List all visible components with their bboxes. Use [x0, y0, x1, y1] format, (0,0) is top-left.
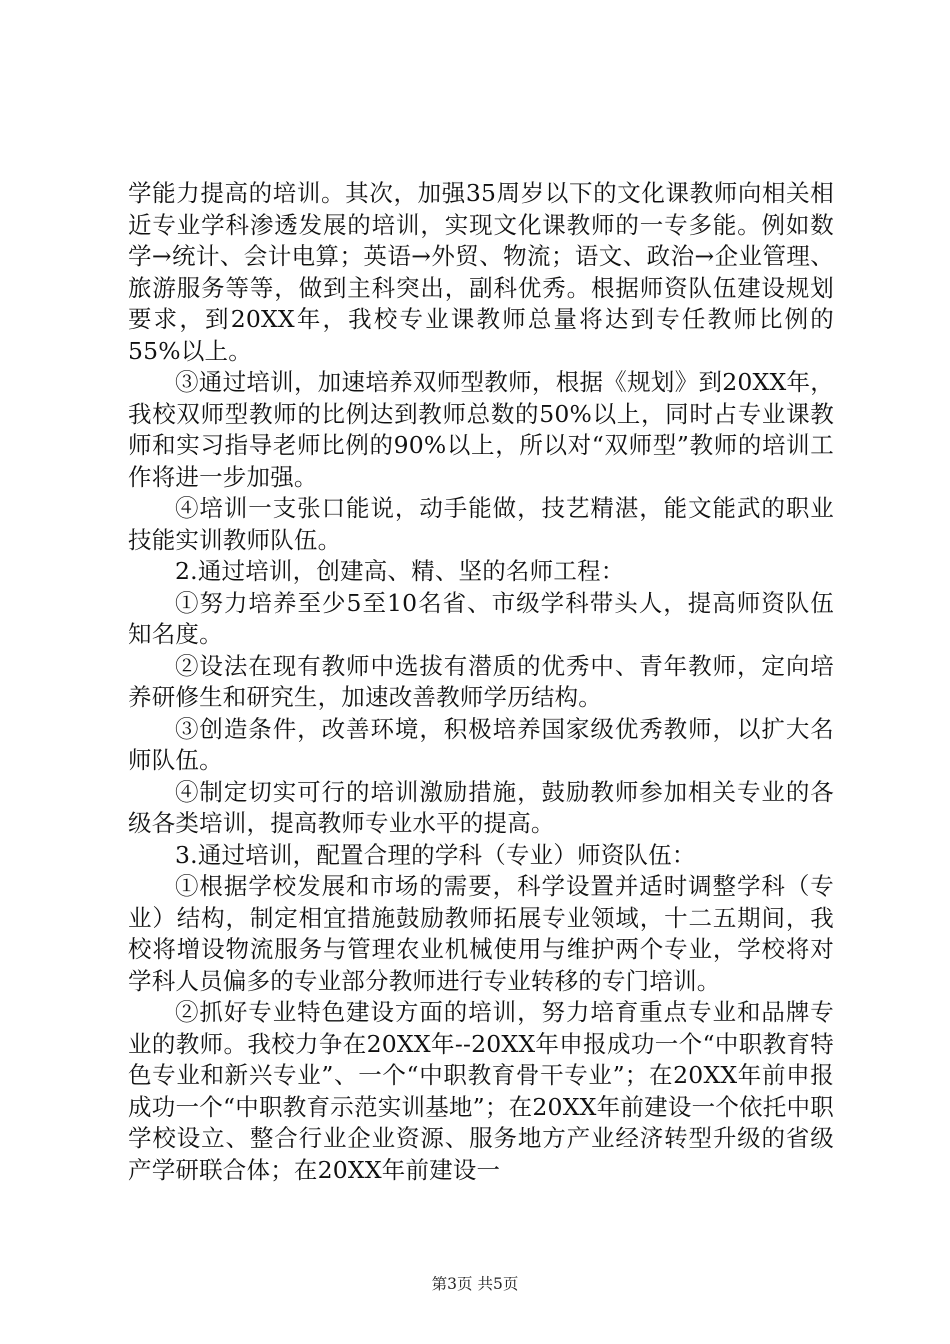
paragraph: ②抓好专业特色建设方面的培训，努力培育重点专业和品牌专业的教师。我校力争在20XX年--20XX年申报成功一个“中职教育特色专业和新兴专业”、一个“中职教育骨干专业”；在20XX年前申报成功一个“中职教育示范实训基地”；在20XX年前建设一个依托中职学校设立、整合行业企业资源、服务地方产业经济转型升级的省级产学研联合体；在20XX年前建设一: [128, 998, 834, 1184]
paragraph: ①根据学校发展和市场的需要，科学设置并适时调整学科（专业）结构，制定相宜措施鼓励教师拓展专业领域，十二五期间，我校将增设物流服务与管理农业机械使用与维护两个专业，学校将对学科人员偏多的专业部分教师进行专业转移的专门培训。: [128, 872, 834, 995]
paragraph: 学能力提高的培训。其次，加强35周岁以下的文化课教师向相关相近专业学科渗透发展的培训，实现文化课教师的一专多能。例如数学→统计、会计电算；英语→外贸、物流；语文、政治→企业管理、旅游服务等等，做到主科突出，副科优秀。根据师资队伍建设规划要求，到20XX年，我校专业课教师总量将达到专任教师比例的55%以上。: [128, 179, 834, 365]
section-heading: 2.通过培训，创建高、精、坚的名师工程：: [175, 557, 625, 585]
paragraph: ④培训一支张口能说，动手能做，技艺精湛，能文能武的职业技能实训教师队伍。: [128, 494, 834, 554]
section-heading: 3.通过培训，配置合理的学科（专业）师资队伍：: [175, 840, 696, 869]
paragraph: ①努力培养至少5至10名省、市级学科带头人，提高师资队伍知名度。: [128, 588, 834, 648]
paragraph: ③通过培训，加速培养双师型教师，根据《规划》到20XX年，我校双师型教师的比例达到教师总数的50%以上，同时占专业课教师和实习指导老师比例的90%以上，所以对“双师型”教师的培训工作将进一步加强。: [128, 368, 834, 491]
paragraph: ④制定切实可行的培训激励措施，鼓励教师参加相关专业的各级各类培训，提高教师专业水平的提高。: [128, 777, 834, 837]
paragraph: ②设法在现有教师中选拔有潜质的优秀中、青年教师，定向培养研修生和研究生，加速改善教师学历结构。: [128, 651, 834, 711]
body-text: [128, 178, 834, 1186]
paragraph: ③创造条件，改善环境，积极培养国家级优秀教师，以扩大名师队伍。: [128, 714, 834, 774]
page-number-footer: 第3页 共5页: [431, 1275, 519, 1293]
